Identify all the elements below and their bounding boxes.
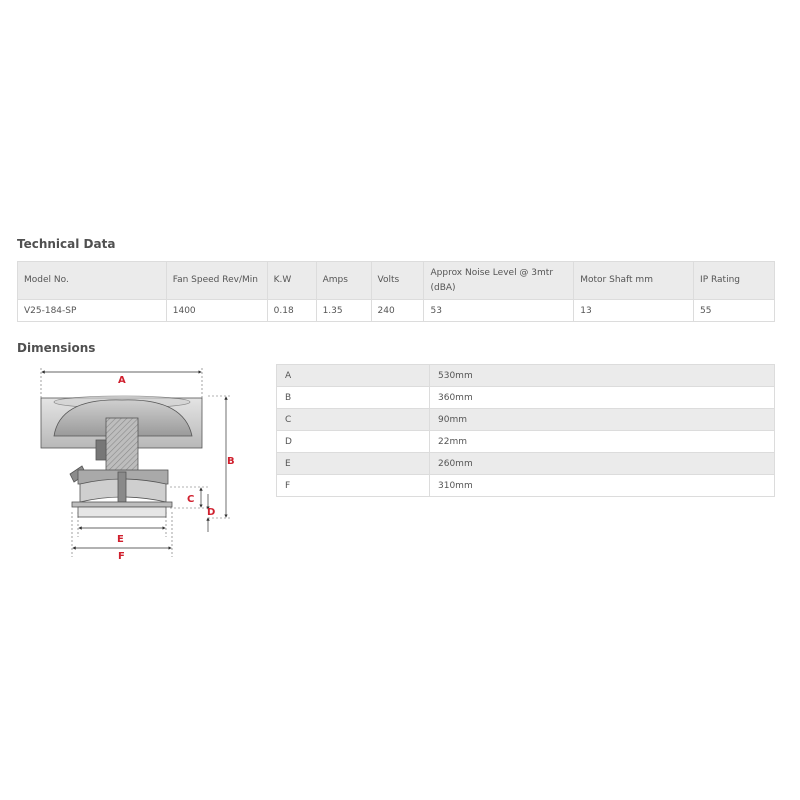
header-cell: Volts [371, 262, 424, 300]
dimension-value: 310mm [430, 475, 775, 497]
table-row [277, 387, 775, 409]
table-cell: V25-184-SP [18, 300, 167, 322]
table-cell: 13 [574, 300, 694, 322]
table-header-row [18, 262, 775, 300]
header-cell: Model No. [18, 262, 167, 300]
table-cell: 1400 [166, 300, 267, 322]
table-row [277, 409, 775, 431]
header-cell: Fan Speed Rev/Min [166, 262, 267, 300]
dimension-value: 260mm [430, 453, 775, 475]
dimension-value: 90mm [430, 409, 775, 431]
dimension-label-f: F [118, 551, 125, 562]
technical-data-title: Technical Data [17, 237, 116, 251]
dimension-label-b: B [227, 456, 235, 467]
fan-dimension-diagram [30, 362, 260, 567]
table-row [277, 365, 775, 387]
dimensions-table [276, 364, 775, 497]
header-cell: K.W [267, 262, 316, 300]
table-row [277, 431, 775, 453]
table-cell: 0.18 [267, 300, 316, 322]
dimension-label: C [277, 409, 430, 431]
table-cell: 1.35 [316, 300, 371, 322]
header-cell: Amps [316, 262, 371, 300]
dimension-value: 530mm [430, 365, 775, 387]
table-cell: 240 [371, 300, 424, 322]
dimension-label: F [277, 475, 430, 497]
header-cell: Approx Noise Level @ 3mtr (dBA) [424, 262, 574, 300]
dimension-label: B [277, 387, 430, 409]
table-cell: 53 [424, 300, 574, 322]
dimension-value: 360mm [430, 387, 775, 409]
dimensions-title: Dimensions [17, 341, 96, 355]
table-cell: 55 [694, 300, 775, 322]
table-row [277, 475, 775, 497]
table-row [277, 453, 775, 475]
dimension-label-d: D [207, 507, 216, 518]
technical-data-table [17, 261, 775, 322]
dimension-label: E [277, 453, 430, 475]
dimension-label-a: A [118, 375, 126, 386]
header-cell: IP Rating [694, 262, 775, 300]
dimension-label-e: E [117, 534, 124, 545]
dimension-label: A [277, 365, 430, 387]
dimension-label-c: C [187, 494, 195, 505]
dimension-label: D [277, 431, 430, 453]
dimension-value: 22mm [430, 431, 775, 453]
table-row [18, 300, 775, 322]
fan-body [41, 396, 202, 517]
header-cell: Motor Shaft mm [574, 262, 694, 300]
